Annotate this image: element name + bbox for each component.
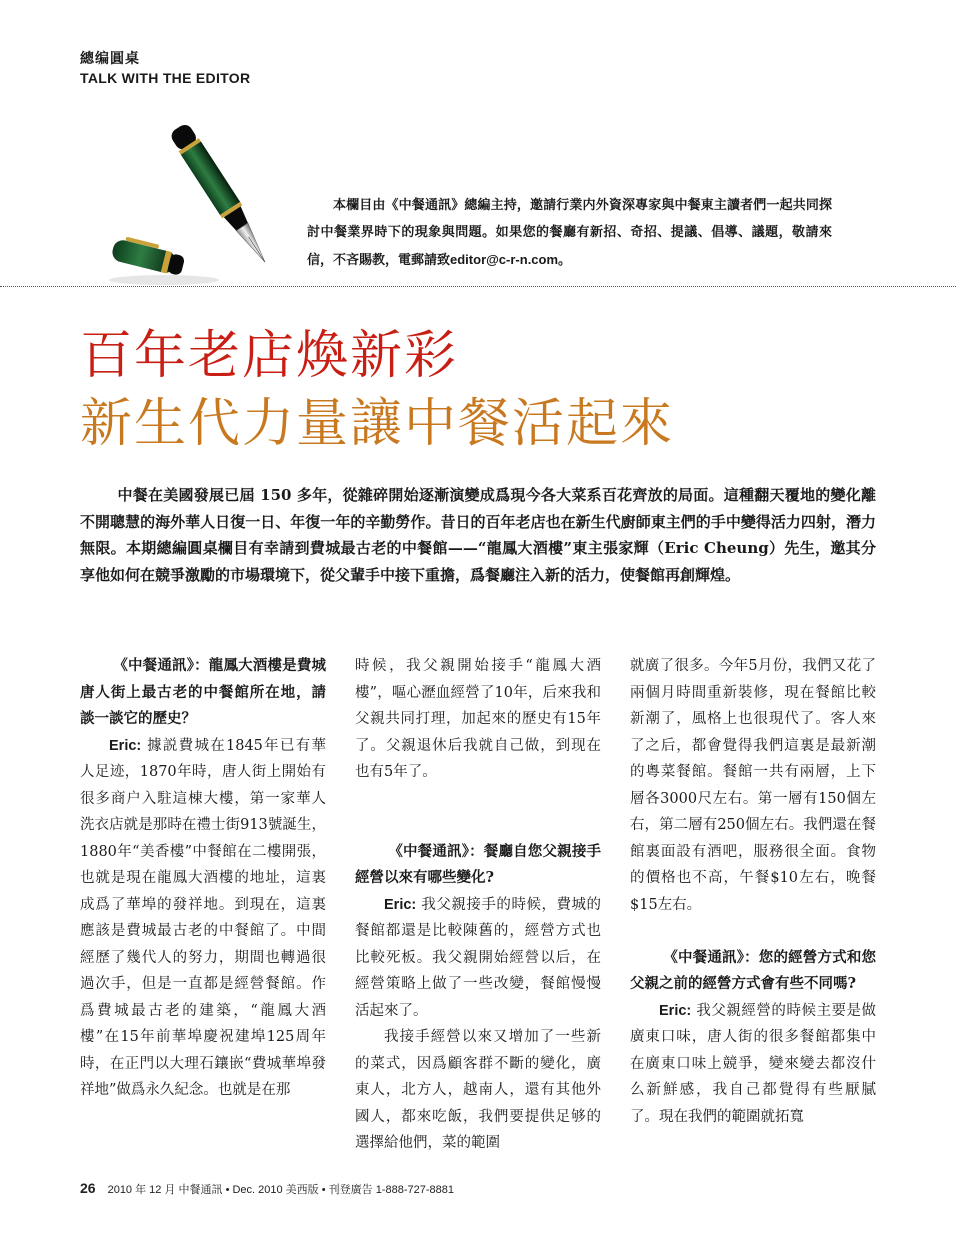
editor-email[interactable]: editor@c-r-n.com: [450, 252, 559, 267]
column-1: [80, 653, 326, 1104]
speaker-label: Eric:: [384, 896, 417, 913]
article-title-line1: 百年老店煥新彩: [80, 326, 459, 386]
page-number: 26: [80, 1180, 96, 1196]
page-footer: [80, 1180, 454, 1198]
article-title-line2: 新生代力量讓中餐活起來: [80, 394, 675, 454]
intro-end: 。: [558, 253, 572, 268]
column-3: [630, 653, 876, 1130]
answer-2-part-2: 我接手經營以來又增加了一些新的菜式，因爲顧客群不斷的變化，廣東人，北方人，越南人，還有其他外國人，都來吃飯，我們要提供足够的選擇給他們，菜的範圍: [355, 1029, 601, 1151]
footer-text: 2010 年 12 月 中餐通訊 • Dec. 2010 美西版 • 刊登廣告 1-888-727-8881: [107, 1184, 454, 1196]
intro-text: 本欄目由《中餐通訊》總編主持，邀請行業内外資深專家與中餐東主讀者們一起共同探討中餐業界時下的現象與問題。如果您的餐廳有新招、奇招、提議、倡導、議題，敬請來信，不吝賜教，電郵請致: [307, 198, 832, 268]
question-1: 《中餐通訊》：龍鳳大酒樓是費城唐人街上最古老的中餐館所在地，請談一談它的歷史？: [80, 657, 326, 727]
section-title-cn: 總编圓桌: [80, 51, 140, 67]
question-3: 《中餐通訊》：您的經營方式和您父親之前的經營方式會有些不同嗎?: [630, 948, 876, 992]
answer-3-text: 我父親經營的時候主要是做廣東口味，唐人街的很多餐館都集中在廣東口味上競爭，變來變去都沒什么新鮮感，我自己都覺得有些厭膩了。現在我們的範圍就拓寬: [630, 1002, 877, 1125]
dotted-divider: [0, 286, 956, 287]
answer-2-text: 我父親接手的時候，費城的餐館都還是比較陳舊的，經營方式也比較死板。我父親開始經營以后，在經營策略上做了一些改變，餐館慢慢活起來了。: [355, 896, 602, 1019]
section-title-en: TALK WITH THE EDITOR: [80, 70, 251, 86]
speaker-label: Eric:: [109, 737, 142, 754]
answer-2-part-1: [355, 892, 601, 1025]
fountain-pen-icon: [104, 108, 294, 288]
article-title: [80, 326, 674, 456]
column-2: [355, 653, 601, 1157]
answer-3: [630, 998, 876, 1131]
lead-paragraph: 中餐在美國發展已屆 150 多年，從雜碎開始逐漸演變成爲現今各大菜系百花齊放的局面。這種翻天覆地的變化離不開聰慧的海外華人日復一日、年復一年的辛勤勞作。昔日的百年老店也在新生代廚師東主們的手中變得活力四射，潛力無限。本期總編圓桌欄目有幸請到費城最古老的中餐館——“龍鳳大酒樓”東主張家輝（Eric Cheung）先生，邀其分享他如何在競爭激勵的市場環境下，從父輩手中接下重擔，爲餐廳注入新的活力，使餐館再創輝煌。: [80, 486, 876, 584]
speaker-label: Eric:: [659, 1002, 692, 1019]
section-header: [80, 50, 250, 88]
answer-2-part-3: 就廣了很多。今年5月份，我們又花了兩個月時間重新裝修，現在餐館比較新潮了，風格上也很現代了。客人來了之后，都會覺得我們這裏是最新潮的粵菜餐館。餐館一共有兩層，上下層各3000尺左右。第一層有150個左右，第二層有250個左右。我們還在餐館裏面設有酒吧，服務很全面。食物的價格也不高，午餐$10左右，晚餐$15左右。: [630, 658, 876, 913]
answer-1-part-2: 時候，我父親開始接手“龍鳳大酒樓”，嘔心瀝血經營了10年，后來我和父親共同打理，加起來的歷史有15年了。父親退休后我就自己做，到现在也有5年了。: [355, 658, 601, 780]
answer-1-text: 據説費城在1845年已有華人足迹，1870年時，唐人街上開始有很多商户入駐這棟大樓，第一家華人洗衣店就是那時在禮士街913號誕生，1880年“美香樓”中餐館在二樓開張，也就是現在龍鳳大酒樓的地址，這裏成爲了華埠的發祥地。到現在，這裏應該是費城最古老的中餐館了。中間經歷了幾代人的努力，期間也轉過很過次手，但是一直都是經營餐館。作爲費城最古老的建築，“龍鳳大酒樓”在15年前華埠慶祝建埠125周年時，在正門以大理石鑲嵌“費城華埠發祥地”做爲永久紀念。也就是在那: [80, 737, 327, 1098]
answer-1-part-1: [80, 733, 326, 1104]
column-intro: [307, 192, 832, 274]
article-lead: [80, 482, 876, 588]
question-2: 《中餐通訊》：餐廳自您父親接手經營以來有哪些變化?: [355, 842, 601, 886]
